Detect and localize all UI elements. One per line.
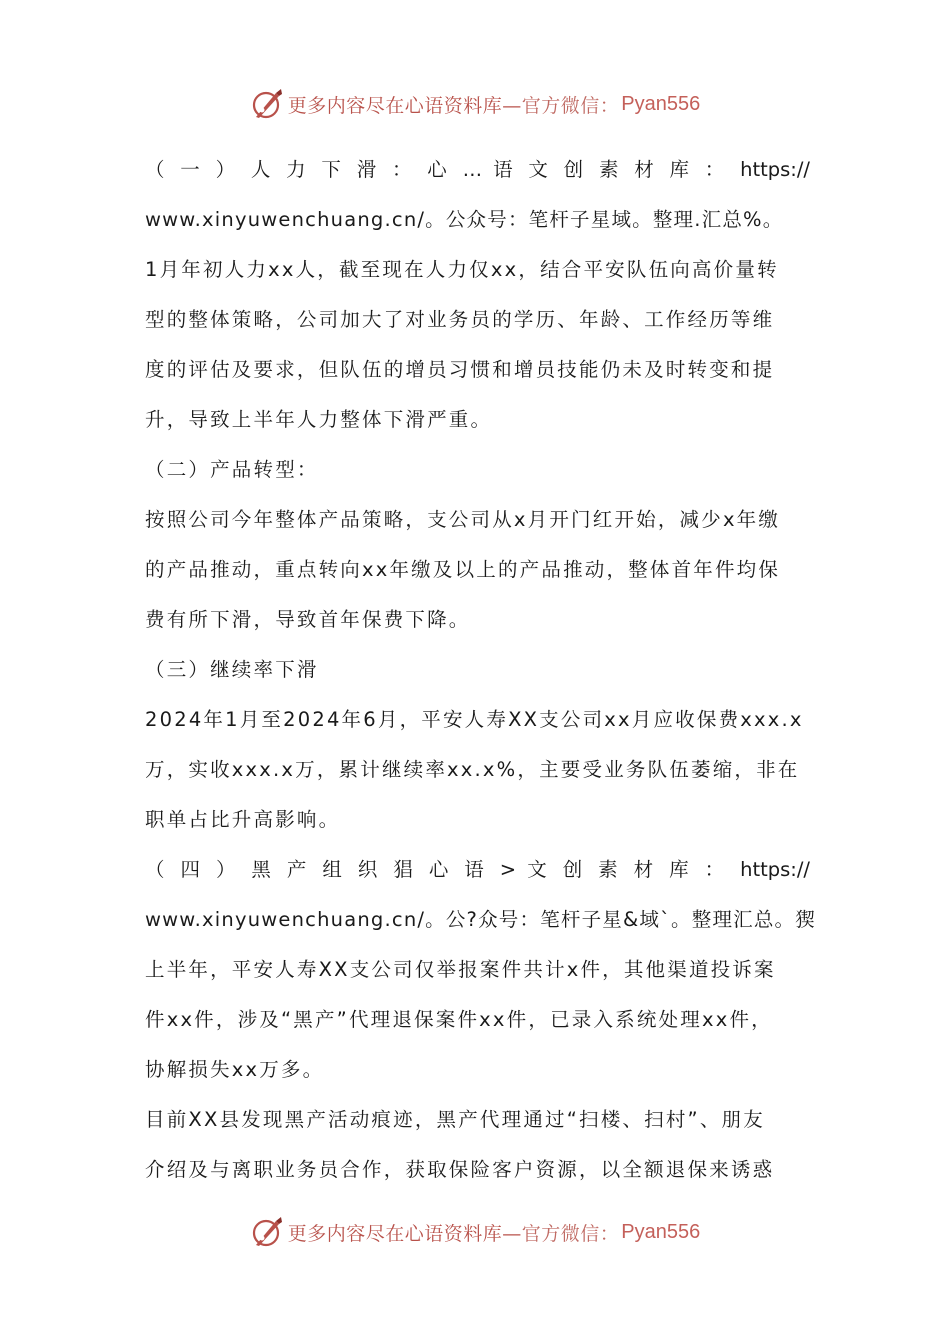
banner-wechat-label: 官方微信： bbox=[521, 1222, 620, 1245]
banner-text: 更多内容尽在心语资料库— bbox=[287, 1222, 522, 1245]
text-line: www.xinyuwenchuang.cn/。公?众号：笔杆子星&域`。整理汇总。猰 bbox=[145, 908, 816, 931]
text-line: 度的评估及要求，但队伍的增员习惯和增员技能仍未及时转变和提 bbox=[145, 358, 775, 381]
text-line: 介绍及与离职业务员合作，获取保险客户资源，以全额退保来诱惑 bbox=[145, 1158, 775, 1181]
banner-wechat-id: Pyan556 bbox=[621, 1220, 701, 1243]
text-line: （ 一 ） 人 力 下 滑 ： 心 … 语 文 创 素 材 库 ： https:// bbox=[145, 158, 810, 181]
text-line: 升，导致上半年人力整体下滑严重。 bbox=[145, 408, 493, 431]
banner-wechat-id: Pyan556 bbox=[621, 92, 701, 115]
quill-logo-icon bbox=[250, 87, 284, 121]
text-line: 万，实收xxx.x万，累计继续率xx.x%，主要受业务队伍萎缩，非在 bbox=[145, 758, 800, 781]
text-line: 上半年，平安人寿XX支公司仅举报案件共计x件，其他渠道投诉案 bbox=[145, 958, 776, 981]
document-body bbox=[145, 145, 816, 1195]
text-line: 1月年初人力xx人，截至现在人力仅xx，结合平安队伍向高价量转 bbox=[145, 258, 779, 281]
text-line: 职单占比升高影响。 bbox=[145, 808, 341, 831]
text-line: 费有所下滑，导致首年保费下降。 bbox=[145, 608, 471, 631]
text-line: 件xx件，涉及“黑产”代理退保案件xx件，已录入系统处理xx件， bbox=[145, 1008, 773, 1031]
text-line: 的产品推动，重点转向xx年缴及以上的产品推动，整体首年件均保 bbox=[145, 558, 781, 581]
text-line: 型的整体策略，公司加大了对业务员的学历、年龄、工作经历等维 bbox=[145, 308, 775, 331]
text-line: 2024年1月至2024年6月，平安人寿XX支公司xx月应收保费xxx.x bbox=[145, 708, 804, 731]
text-line: （ 四 ） 黑 产 组 织 猖 心 语 > 文 创 素 材 库 ： https:// bbox=[145, 858, 810, 881]
text-line: 目前XX县发现黑产活动痕迹，黑产代理通过“扫楼、扫村”、朋友 bbox=[145, 1108, 765, 1131]
text-line: www.xinyuwenchuang.cn/。公众号：笔杆子星域。整理.汇总%。 bbox=[145, 208, 784, 231]
banner-wechat-label: 官方微信： bbox=[521, 94, 620, 117]
banner-text: 更多内容尽在心语资料库— bbox=[287, 94, 522, 117]
text-line: 按照公司今年整体产品策略，支公司从x月开门红开始，减少x年缴 bbox=[145, 508, 781, 531]
text-line: 协解损失xx万多。 bbox=[145, 1058, 325, 1081]
section-heading: （二）产品转型： bbox=[145, 458, 319, 481]
section-heading: （三）继续率下滑 bbox=[145, 658, 319, 681]
quill-logo-icon bbox=[250, 1215, 284, 1249]
footer-banner bbox=[0, 1212, 950, 1252]
header-banner bbox=[0, 84, 950, 124]
